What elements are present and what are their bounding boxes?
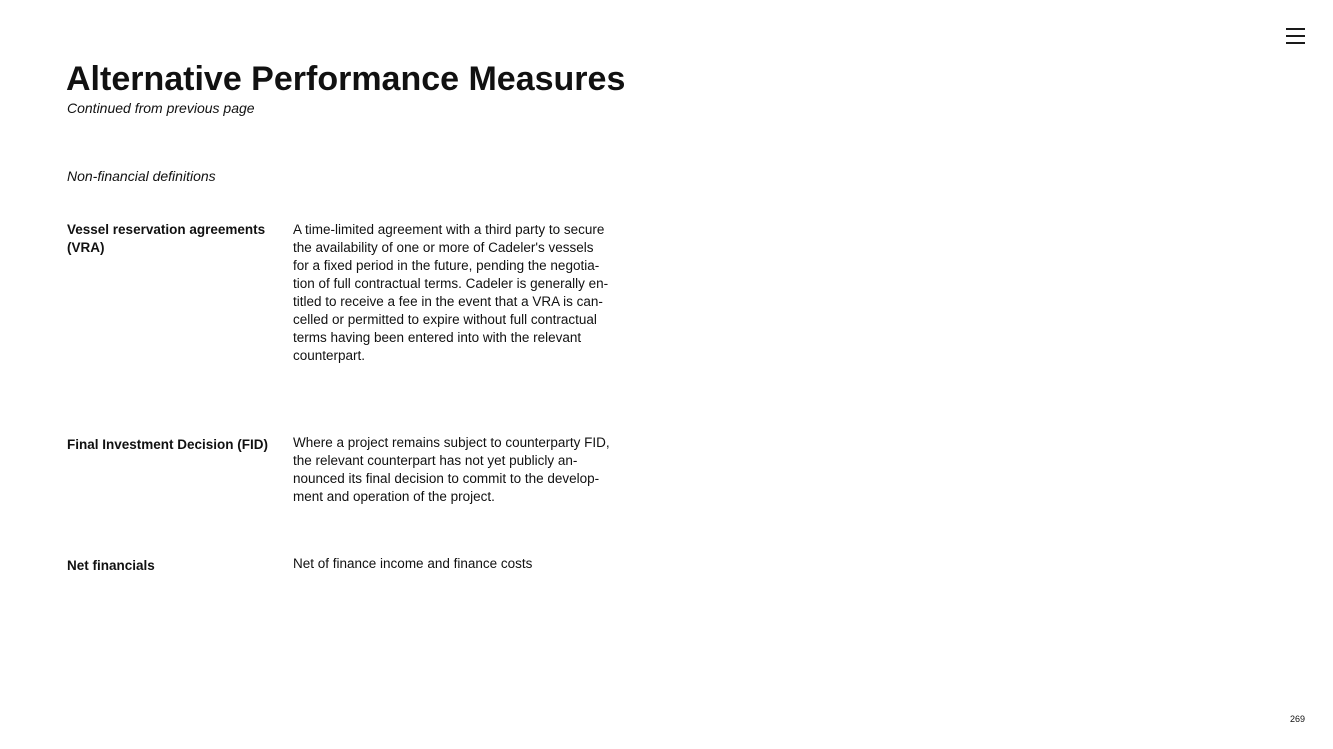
page-number: 269 <box>1290 714 1306 724</box>
menu-button[interactable] <box>1286 27 1306 45</box>
page-title: Alternative Performance Measures <box>66 60 626 98</box>
definition-term-net-financials: Net financials <box>67 558 155 573</box>
definition-text-net-financials: Net of finance income and finance costs <box>293 556 533 571</box>
page-subtitle: Continued from previous page <box>67 100 255 116</box>
section-label: Non-financial definitions <box>67 168 216 184</box>
definition-text-fid: Where a project remains subject to counterparty FID, the relevant counterpart has not yet publicly an- nounced its final decision to commit to the develop- ment and operation of the project. <box>293 435 610 504</box>
definition-text-vra: A time-limited agreement with a third party to secure the availability of one or more of Cadeler's vessels for a fixed period in the future, pending the negotia- tion of full contractual terms. Cadeler is generally en- titled to receive a fee in the event that a VRA is can- celled or permitted to expire without full contractual terms having been entered into with the relevant counterpart. <box>293 222 609 363</box>
definition-term-vra: Vessel reservation agreements (VRA) <box>67 222 266 255</box>
definition-term-fid: Final Investment Decision (FID) <box>67 437 269 452</box>
